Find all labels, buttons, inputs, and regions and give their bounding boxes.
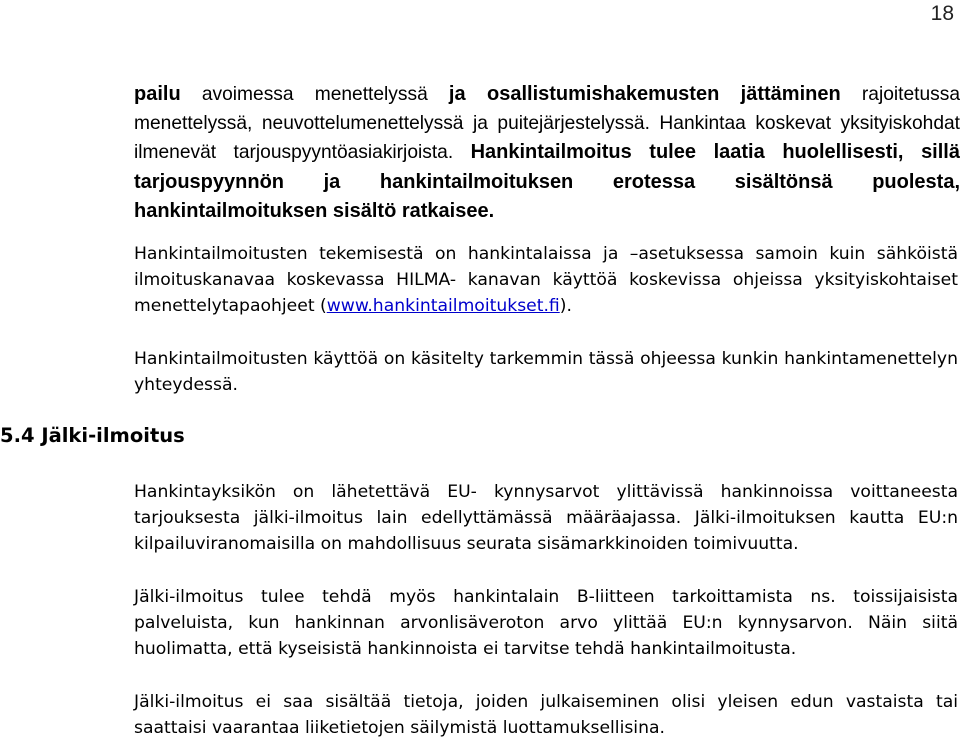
paragraph-notice-instructions [134, 241, 958, 319]
bold-text: Hankintailmoitus tulee laatia huolellisesti, sillä tarjouspyynnön ja hankintailmoituksen erotessa sisältönsä puolesta, hankintailmoituksen sisältö ratkaisee. [134, 141, 960, 223]
body-text: ). [559, 296, 572, 316]
body-text: avoimessa menettelyssä [180, 84, 449, 105]
section-heading: 5.4 Jälki-ilmoitus [0, 424, 185, 447]
hankintailmoitukset-link[interactable]: www.hankintailmoitukset.fi [326, 296, 560, 316]
body-text: rajoitetussa menettelyssä, neuvottelumenettelyssä ja puitejärjestelyssä. Hankintaa koskevat yksityiskohdat ilmenevät tarjouspyyntöasiakirjoista. [134, 84, 960, 164]
paragraph-confidentiality: Jälki-ilmoitus ei saa sisältää tietoja, joiden julkaiseminen olisi yleisen edun vastaista tai saattaisi vaarantaa liiketietojen säilymistä luottamuksellisina. [134, 692, 958, 738]
page-number: 18 [930, 2, 954, 25]
body-text: Hankintailmoitusten tekemisestä on hankintalaissa ja –asetuksessa samoin kuin sähköistä ilmoituskanavaa koskevassa HILMA- kanavan käyttöä koskevissa ohjeissa yksityiskohtaiset menettelytapaohjeet ( [134, 244, 958, 316]
bold-text: pailu [134, 83, 181, 105]
paragraph-tender-submission [134, 80, 960, 227]
paragraph-b-annex-services: Jälki-ilmoitus tulee tehdä myös hankintalain B-liitteen tarkoittamista ns. toissijaisista palveluista, kun hankinnan arvonlisäveroton arvo ylittää EU:n kynnysarvon. Näin siitä huolimatta, että kyseisistä hankinnoista ei tarvitse tehdä hankintailmoitusta. [134, 587, 958, 659]
bold-text: ja osallistumishakemusten jättäminen [448, 83, 841, 105]
paragraph-notice-usage: Hankintailmoitusten käyttöä on käsitelty tarkemmin tässä ohjeessa kunkin hankintamenettelyn yhteydessä. [134, 349, 958, 395]
paragraph-award-notice: Hankintayksikön on lähetettävä EU- kynnysarvot ylittävissä hankinnoissa voittaneesta tarjouksesta jälki-ilmoitus lain edellyttämässä määräajassa. Jälki-ilmoituksen kautta EU:n kilpailuviranomaisilla on mahdollisuus seurata sisämarkkinoiden toimivuutta. [134, 482, 958, 554]
